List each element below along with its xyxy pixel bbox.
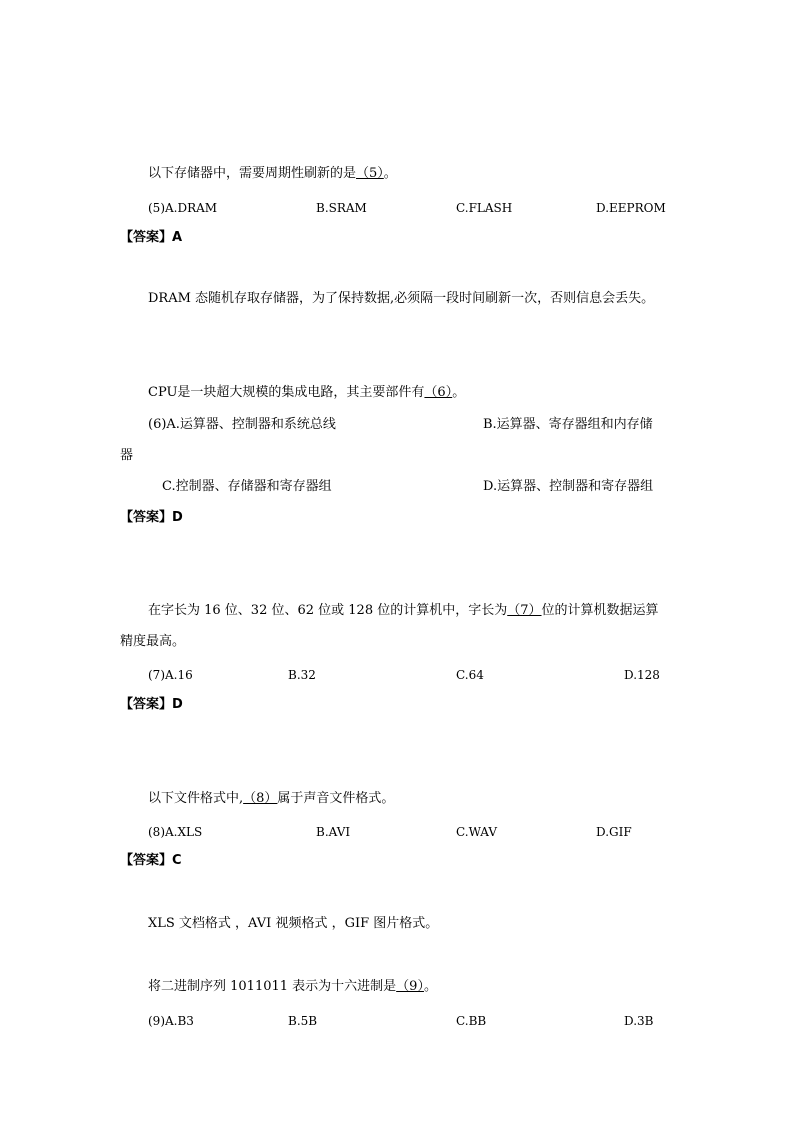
option-c: C.64	[456, 668, 484, 682]
question-9-stem	[148, 979, 437, 995]
question-text: 在字长为 16 位、32 位、62 位或 128 位的计算机中，字长为	[148, 603, 508, 618]
question-text: 以下文件格式中,	[148, 791, 244, 806]
answer-line	[120, 230, 182, 246]
option-a: (8)A.XLS	[148, 825, 203, 839]
question-text: 位的计算机数据运算	[541, 603, 659, 618]
option-c: C.控制器、存储器和寄存器组	[162, 479, 332, 494]
answer-blank: （6）	[424, 385, 453, 400]
answer-value: D	[172, 510, 183, 525]
question-8-stem	[148, 791, 394, 807]
question-text: 。	[383, 166, 397, 181]
option-a: (9)A.B3	[148, 1014, 194, 1028]
option-b: B.5B	[288, 1014, 318, 1028]
question-7-stem	[148, 603, 659, 619]
answer-line	[120, 853, 182, 869]
option-d: D.3B	[624, 1014, 654, 1028]
answer-blank: （7）	[507, 603, 542, 618]
option-d: D.128	[624, 668, 660, 682]
option-d: D.GIF	[596, 825, 632, 839]
option-b: B.SRAM	[316, 201, 367, 215]
option-a: (7)A.16	[148, 668, 193, 682]
answer-line	[120, 697, 183, 713]
question-5-stem	[148, 166, 397, 182]
option-b: B.运算器、寄存器组和内存储	[483, 417, 653, 432]
option-d: D.EEPROM	[596, 201, 666, 215]
question-text: 。	[452, 385, 466, 400]
answer-label: 【答案】	[120, 510, 173, 525]
answer-label: 【答案】	[120, 697, 173, 712]
question-7-stem-line2: 精度最高。	[120, 634, 186, 649]
question-6-stem	[148, 385, 465, 401]
explanation: XLS 文档格式 ，AVI 视频格式 ，GIF 图片格式。	[148, 916, 439, 931]
answer-label: 【答案】	[120, 230, 173, 245]
answer-value: D	[172, 697, 183, 712]
question-text: 。	[423, 979, 437, 994]
question-text: 以下存储器中，需要周期性刷新的是	[148, 166, 357, 181]
answer-blank: （8）	[243, 791, 278, 806]
option-c: C.FLASH	[456, 201, 513, 215]
question-text: 将二进制序列 1011011 表示为十六进制是	[148, 979, 397, 994]
option-c: C.WAV	[456, 825, 498, 839]
option-c: C.BB	[456, 1014, 487, 1028]
question-text: 属于声音文件格式。	[277, 791, 395, 806]
answer-label: 【答案】	[120, 853, 173, 868]
option-a: (5)A.DRAM	[148, 201, 218, 215]
question-text: CPU是一块超大规模的集成电路，其主要部件有	[148, 385, 425, 400]
option-b-wrap: 器	[120, 448, 134, 463]
option-b: B.AVI	[316, 825, 351, 839]
option-b: B.32	[288, 668, 316, 682]
option-a: (6)A.运算器、控制器和系统总线	[148, 417, 336, 432]
answer-value: C	[172, 853, 182, 868]
answer-blank: （5）	[356, 166, 384, 181]
answer-line	[120, 510, 183, 526]
answer-value: A	[172, 230, 183, 245]
explanation: DRAM 态随机存取存储器，为了保持数据,必须隔一段时间刷新一次，否则信息会丢失。	[148, 291, 655, 306]
answer-blank: （9）	[396, 979, 424, 994]
option-d: D.运算器、控制器和寄存器组	[483, 479, 654, 494]
